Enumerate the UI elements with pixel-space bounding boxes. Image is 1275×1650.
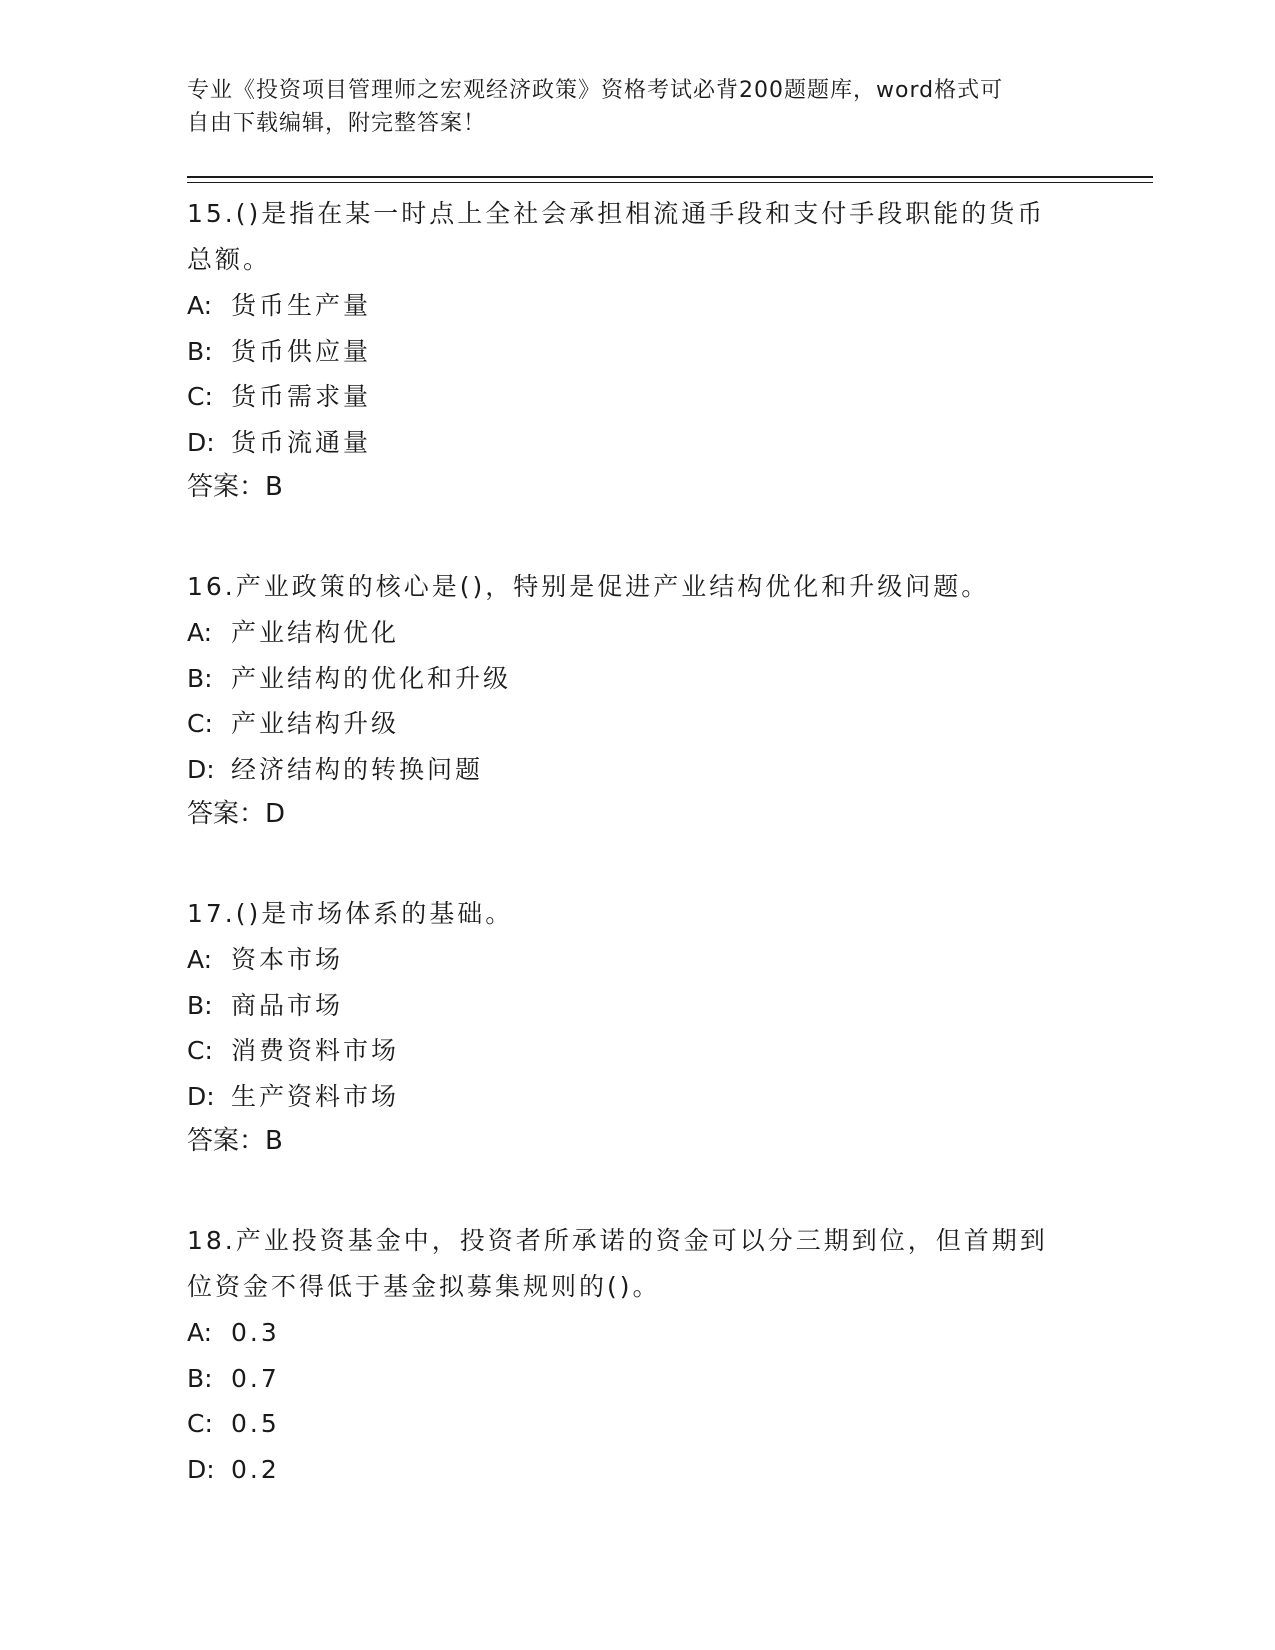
option-a [187,610,1087,656]
option-letter: C: [187,382,213,411]
option-d [187,420,1087,466]
option-c [187,1401,1087,1447]
option-text: 产业结构的优化和升级 [231,663,512,693]
answer-line: 答案：B [187,1126,283,1156]
option-text: 货币需求量 [231,382,372,411]
option-letter: D: [187,754,215,784]
option-a [187,1310,1087,1356]
question-stem [187,1218,1087,1310]
option-c [187,374,1087,420]
option-text: 0.7 [231,1363,280,1393]
option-text: 消费资料市场 [231,1036,400,1065]
option-letter: B: [187,1363,213,1393]
option-d [187,1447,1087,1493]
question-stem [187,891,1087,937]
question-17 [187,891,1087,1164]
option-d [187,747,1087,793]
question-stem-line-1: 15.()是指在某一时点上全社会承担相流通手段和支付手段职能的货币 [187,199,1046,228]
question-stem [187,564,1087,610]
question-15 [187,191,1087,510]
header-title-line-2: 自由下载编辑，附完整答案！ [187,111,487,136]
option-letter: A: [187,1318,213,1347]
option-text: 产业结构升级 [231,709,400,738]
option-text: 生产资料市场 [231,1081,400,1111]
option-c [187,701,1087,747]
option-b [187,983,1087,1029]
option-text: 货币流通量 [231,427,372,457]
option-c [187,1028,1087,1074]
option-letter: B: [187,663,213,693]
option-a [187,937,1087,983]
header-divider-thick [187,176,1153,178]
option-letter: B: [187,990,213,1020]
document-header [187,74,1067,140]
option-letter: C: [187,1036,213,1065]
option-text: 0.2 [231,1454,280,1484]
option-b [187,1356,1087,1402]
option-letter: A: [187,945,213,974]
question-stem-line-1: 16.产业政策的核心是()，特别是促进产业结构优化和升级问题。 [187,572,990,601]
question-stem-line-2: 位资金不得低于基金拟募集规则的()。 [187,1272,661,1301]
option-a [187,283,1087,329]
question-stem [187,191,1087,283]
option-text: 货币生产量 [231,291,372,320]
option-text: 0.5 [231,1409,280,1438]
option-letter: D: [187,1454,215,1484]
option-d [187,1074,1087,1120]
header-divider-thin [187,182,1153,183]
question-list [187,191,1087,1546]
option-letter: A: [187,291,213,320]
option-letter: D: [187,427,215,457]
option-letter: C: [187,709,213,738]
header-title-line-1: 专业《投资项目管理师之宏观经济政策》资格考试必背200题题库，word格式可 [187,78,1004,103]
option-letter: C: [187,1409,213,1438]
option-text: 产业结构优化 [231,618,400,647]
question-stem-line-1: 17.()是市场体系的基础。 [187,899,514,928]
option-text: 货币供应量 [231,336,372,366]
option-text: 商品市场 [231,990,344,1020]
question-stem-line-2: 总额。 [187,245,272,274]
option-letter: D: [187,1081,215,1111]
question-18 [187,1218,1087,1492]
answer-line: 答案：B [187,472,283,502]
option-text: 资本市场 [231,945,344,974]
option-letter: B: [187,336,213,366]
option-b [187,329,1087,375]
option-text: 经济结构的转换问题 [231,754,484,784]
option-letter: A: [187,618,213,647]
question-16 [187,564,1087,837]
answer-line: 答案：D [187,799,286,829]
option-b [187,656,1087,702]
option-text: 0.3 [231,1318,280,1347]
question-stem-line-1: 18.产业投资基金中，投资者所承诺的资金可以分三期到位，但首期到 [187,1226,1048,1255]
